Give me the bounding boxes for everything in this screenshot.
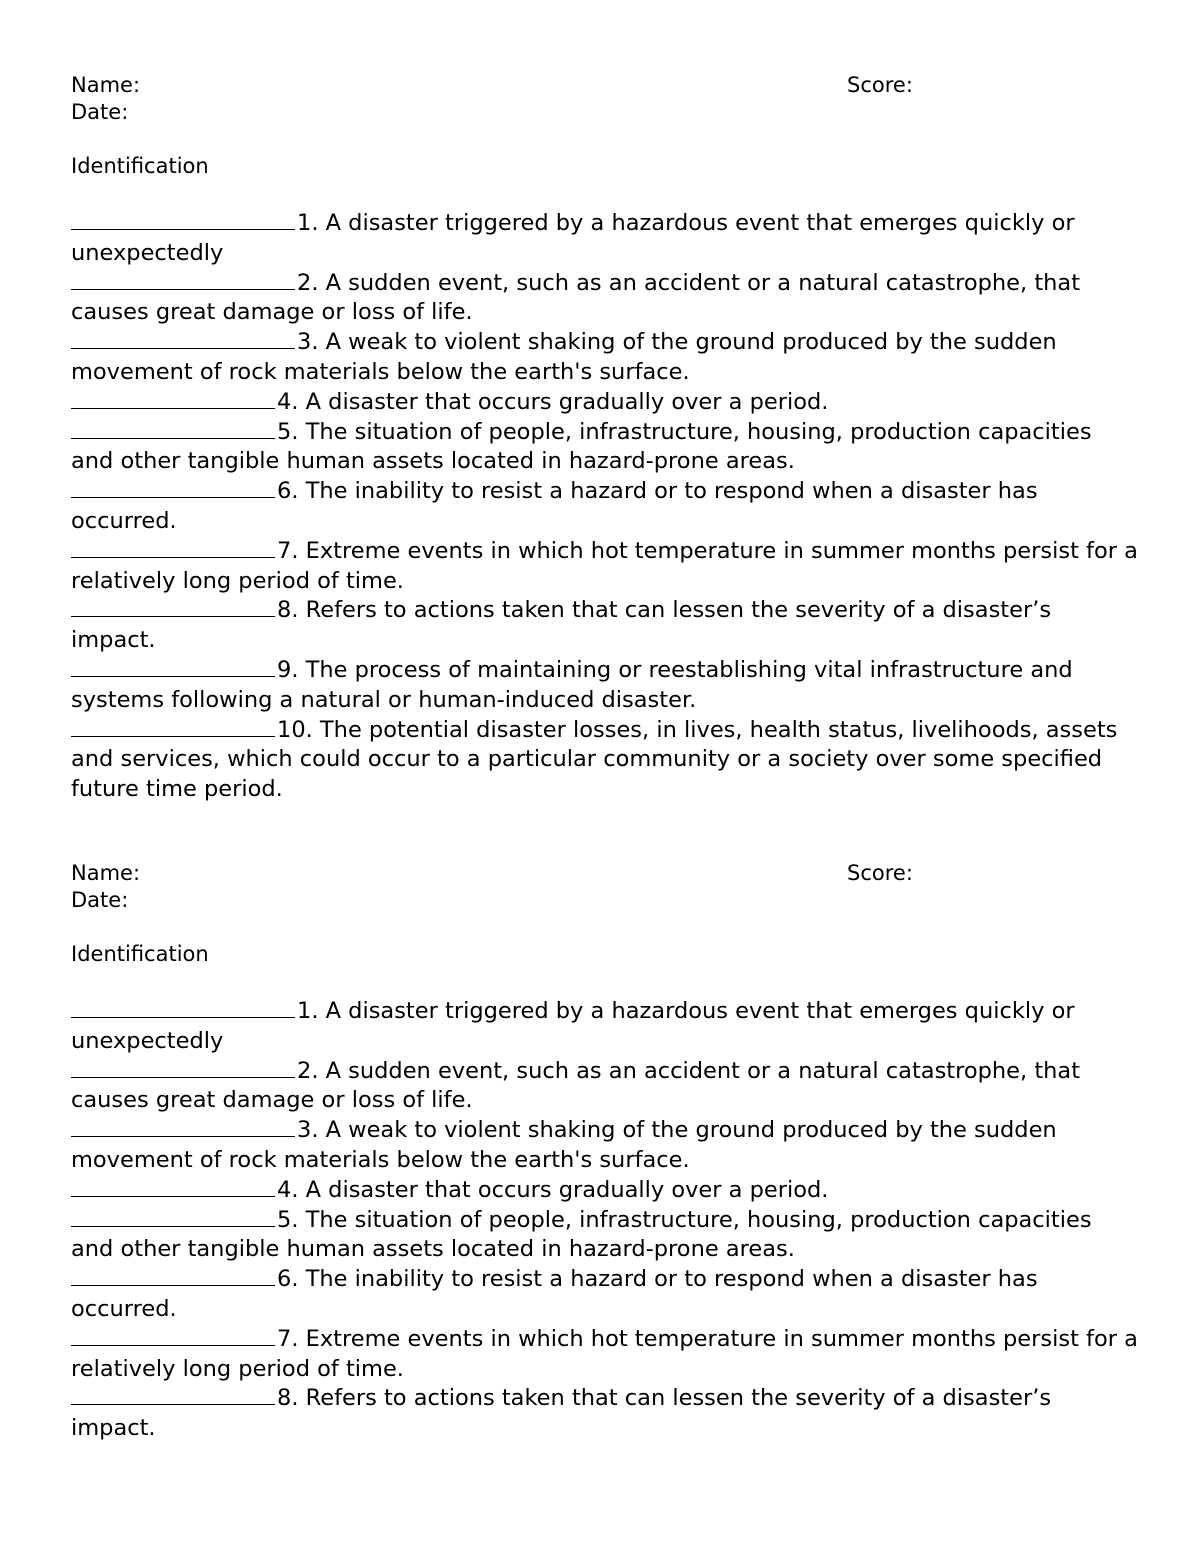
question-text: 8. Refers to actions taken that can lessen the severity of a disaster’s impact. — [71, 597, 1052, 654]
question-item — [71, 1057, 1141, 1117]
question-item — [71, 537, 1141, 597]
question-text: 5. The situation of people, infrastructure, housing, production capacities and other tangible human assets located in hazard-prone areas. — [71, 1206, 1092, 1263]
answer-blank[interactable] — [71, 1057, 295, 1078]
question-item — [71, 1265, 1141, 1325]
question-text: 8. Refers to actions taken that can lessen the severity of a disaster’s impact. — [71, 1385, 1052, 1442]
question-item — [71, 418, 1141, 478]
answer-blank[interactable] — [71, 269, 295, 290]
question-item — [71, 1206, 1141, 1266]
answer-blank[interactable] — [71, 1176, 275, 1197]
question-item — [71, 656, 1141, 716]
question-item — [71, 997, 1141, 1057]
answer-blank[interactable] — [71, 596, 275, 617]
question-text: 6. The inability to resist a hazard or to respond when a disaster has occurred. — [71, 478, 1038, 534]
question-text: 3. A weak to violent shaking of the ground produced by the sudden movement of rock materials below the earth's surface. — [71, 1117, 1057, 1173]
question-text: 2. A sudden event, such as an accident or a natural catastrophe, that causes great damage or loss of life. — [71, 269, 1081, 326]
question-text: 10. The potential disaster losses, in lives, health status, livelihoods, assets and services, which could occur to a particular community or a society over some specified future time period. — [71, 716, 1118, 803]
score-label: Score: — [847, 73, 913, 97]
question-text: 9. The process of maintaining or reestablishing vital infrastructure and systems following a natural or human-induced disaster. — [71, 656, 1073, 713]
header-row — [71, 860, 1141, 887]
header-row — [71, 72, 1141, 99]
question-text: 5. The situation of people, infrastructure, housing, production capacities and other tangible human assets located in hazard-prone areas. — [71, 418, 1092, 475]
question-text: 6. The inability to resist a hazard or to respond when a disaster has occurred. — [71, 1266, 1038, 1322]
date-label: Date: — [71, 888, 129, 912]
date-row — [71, 887, 1141, 914]
answer-blank[interactable] — [71, 1116, 295, 1137]
question-item — [71, 328, 1141, 388]
answer-blank[interactable] — [71, 1206, 275, 1227]
question-list — [71, 997, 1141, 1444]
question-item — [71, 388, 1141, 418]
quiz-section-1 — [71, 72, 1141, 805]
answer-blank[interactable] — [71, 716, 275, 737]
question-text: 7. Extreme events in which hot temperature in summer months persist for a relatively long period of time. — [71, 1325, 1138, 1382]
name-label: Name: — [71, 861, 141, 885]
answer-blank[interactable] — [71, 388, 275, 409]
answer-blank[interactable] — [71, 477, 275, 498]
name-label: Name: — [71, 73, 141, 97]
quiz-section-2 — [71, 860, 1141, 1444]
question-item — [71, 1176, 1141, 1206]
section-title: Identification — [71, 942, 209, 966]
answer-blank[interactable] — [71, 1384, 275, 1405]
question-item — [71, 209, 1141, 269]
question-item — [71, 1116, 1141, 1176]
question-text: 4. A disaster that occurs gradually over a period. — [277, 1176, 829, 1203]
answer-blank[interactable] — [71, 656, 275, 677]
answer-blank[interactable] — [71, 209, 295, 230]
answer-blank[interactable] — [71, 1265, 275, 1286]
question-item — [71, 716, 1141, 805]
section-title: Identification — [71, 154, 209, 178]
question-text: 1. A disaster triggered by a hazardous event that emerges quickly or unexpectedly — [71, 210, 1075, 266]
question-list — [71, 209, 1141, 805]
question-item — [71, 477, 1141, 537]
question-item — [71, 1384, 1141, 1444]
answer-blank[interactable] — [71, 537, 275, 558]
question-text: 3. A weak to violent shaking of the ground produced by the sudden movement of rock materials below the earth's surface. — [71, 329, 1057, 385]
answer-blank[interactable] — [71, 418, 275, 439]
question-text: 4. A disaster that occurs gradually over a period. — [277, 388, 829, 415]
question-text: 1. A disaster triggered by a hazardous event that emerges quickly or unexpectedly — [71, 998, 1075, 1054]
answer-blank[interactable] — [71, 997, 295, 1018]
score-label: Score: — [847, 861, 913, 885]
answer-blank[interactable] — [71, 1325, 275, 1346]
answer-blank[interactable] — [71, 328, 295, 349]
date-label: Date: — [71, 100, 129, 124]
date-row — [71, 99, 1141, 126]
question-item — [71, 269, 1141, 329]
question-text: 7. Extreme events in which hot temperature in summer months persist for a relatively long period of time. — [71, 537, 1138, 594]
question-item — [71, 596, 1141, 656]
question-item — [71, 1325, 1141, 1385]
question-text: 2. A sudden event, such as an accident or a natural catastrophe, that causes great damage or loss of life. — [71, 1057, 1081, 1114]
